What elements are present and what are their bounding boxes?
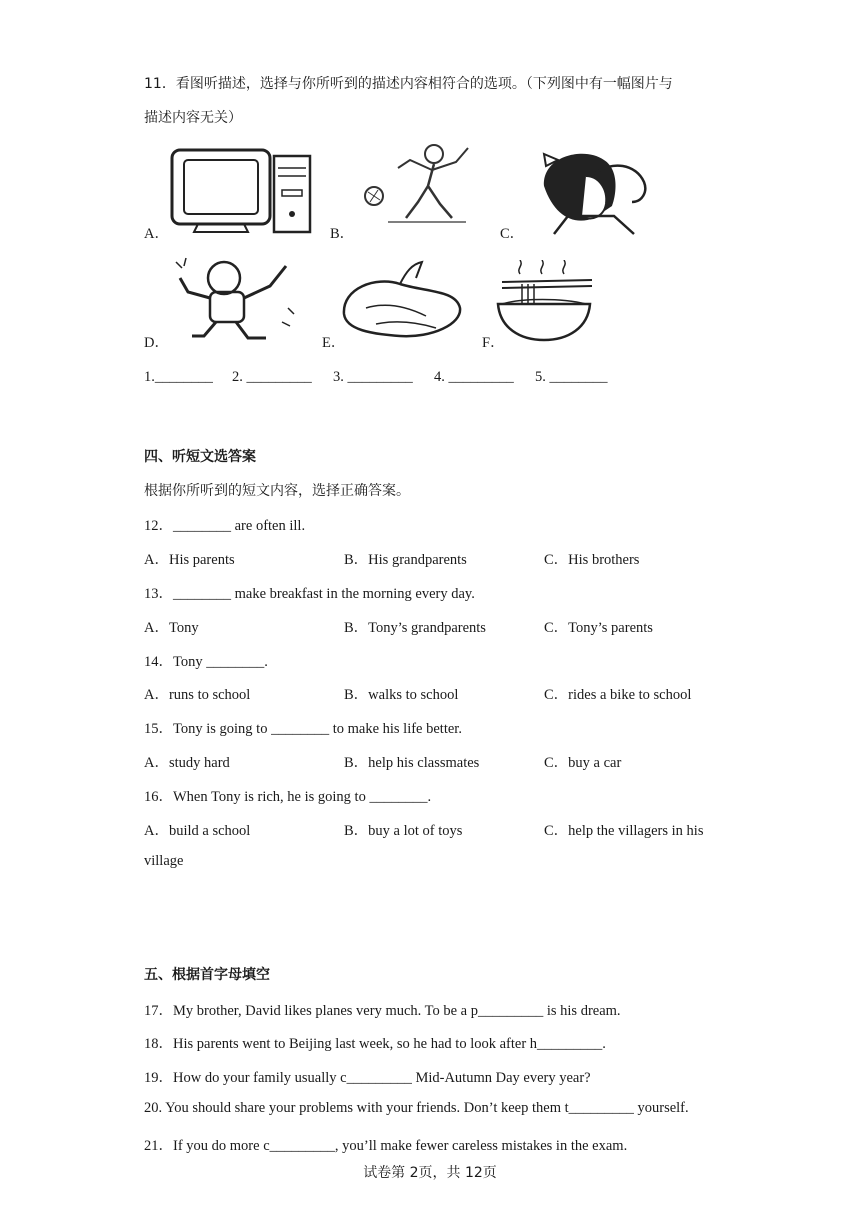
astronaut-icon <box>170 252 305 344</box>
q14-option-b[interactable]: B．walks to school <box>344 687 459 703</box>
q16-option-c-continuation: village <box>144 853 184 869</box>
answer-blank-2[interactable]: 2. _________ <box>232 369 312 385</box>
option-label-f: F． <box>482 335 505 351</box>
question-17: 17．My brother, David likes planes very much. To be a p_________ is his dream. <box>144 1003 621 1019</box>
section-4-title: 四、听短文选答案 <box>144 449 256 465</box>
football-player-icon <box>348 140 478 225</box>
answer-blank-1[interactable]: 1.________ <box>144 369 213 385</box>
q13-option-b[interactable]: B．Tony’s grandparents <box>344 620 486 636</box>
q15-option-a[interactable]: A．study hard <box>144 755 230 771</box>
question-12-stem: 12．________ are often ill. <box>144 518 306 534</box>
question-19: 19．How do your family usually c_________ Mid-Autumn Day every year? <box>144 1070 591 1086</box>
q12-option-c[interactable]: C．His brothers <box>544 552 640 568</box>
option-label-d: D． <box>144 335 169 351</box>
roast-duck-icon <box>336 258 466 343</box>
question-15-stem: 15．Tony is going to ________ to make his life better. <box>144 721 462 737</box>
q14-option-a[interactable]: A．runs to school <box>144 687 251 703</box>
q15-option-c[interactable]: C．buy a car <box>544 755 622 771</box>
section-4-instruction: 根据你所听到的短文内容，选择正确答案。 <box>144 483 410 499</box>
page-footer: 试卷第 2页，共 12页 <box>363 1165 497 1181</box>
q12-option-a[interactable]: A．His parents <box>144 552 235 568</box>
option-label-e: E． <box>322 335 346 351</box>
q12-option-b[interactable]: B．His grandparents <box>344 552 467 568</box>
option-label-a: A． <box>144 226 169 242</box>
q16-option-a[interactable]: A．build a school <box>144 823 251 839</box>
question-13-stem: 13．________ make breakfast in the morning every day. <box>144 586 475 602</box>
question-16-stem: 16．When Tony is rich, he is going to ________. <box>144 789 432 805</box>
q13-option-c[interactable]: C．Tony’s parents <box>544 620 653 636</box>
noodles-bowl-icon <box>492 260 597 345</box>
headache-girl-icon <box>524 146 659 236</box>
computer-icon <box>168 146 313 236</box>
option-label-b: B． <box>330 226 355 242</box>
question-18: 18．His parents went to Beijing last week, so he had to look after h_________. <box>144 1036 606 1052</box>
section-5-title: 五、根据首字母填空 <box>144 967 270 983</box>
answer-blank-4[interactable]: 4. _________ <box>434 369 514 385</box>
q16-option-c[interactable]: C．help the villagers in his <box>544 823 704 839</box>
q11-text-line1: 11．看图听描述，选择与你所听到的描述内容相符合的选项。（下列图中有一幅图片与 <box>144 76 673 92</box>
question-21: 21．If you do more c_________, you’ll make fewer careless mistakes in the exam. <box>144 1138 628 1154</box>
answer-blank-5[interactable]: 5. ________ <box>535 369 608 385</box>
question-14-stem: 14．Tony ________. <box>144 654 268 670</box>
q16-option-b[interactable]: B．buy a lot of toys <box>344 823 463 839</box>
q13-option-a[interactable]: A．Tony <box>144 620 199 636</box>
q11-text-line2: 描述内容无关） <box>144 110 242 126</box>
question-20: 20. You should share your problems with your friends. Don’t keep them t_________ yourself. <box>144 1100 689 1116</box>
option-label-c: C． <box>500 226 525 242</box>
answer-blank-3[interactable]: 3. _________ <box>333 369 413 385</box>
q14-option-c[interactable]: C．rides a bike to school <box>544 687 692 703</box>
q15-option-b[interactable]: B．help his classmates <box>344 755 480 771</box>
